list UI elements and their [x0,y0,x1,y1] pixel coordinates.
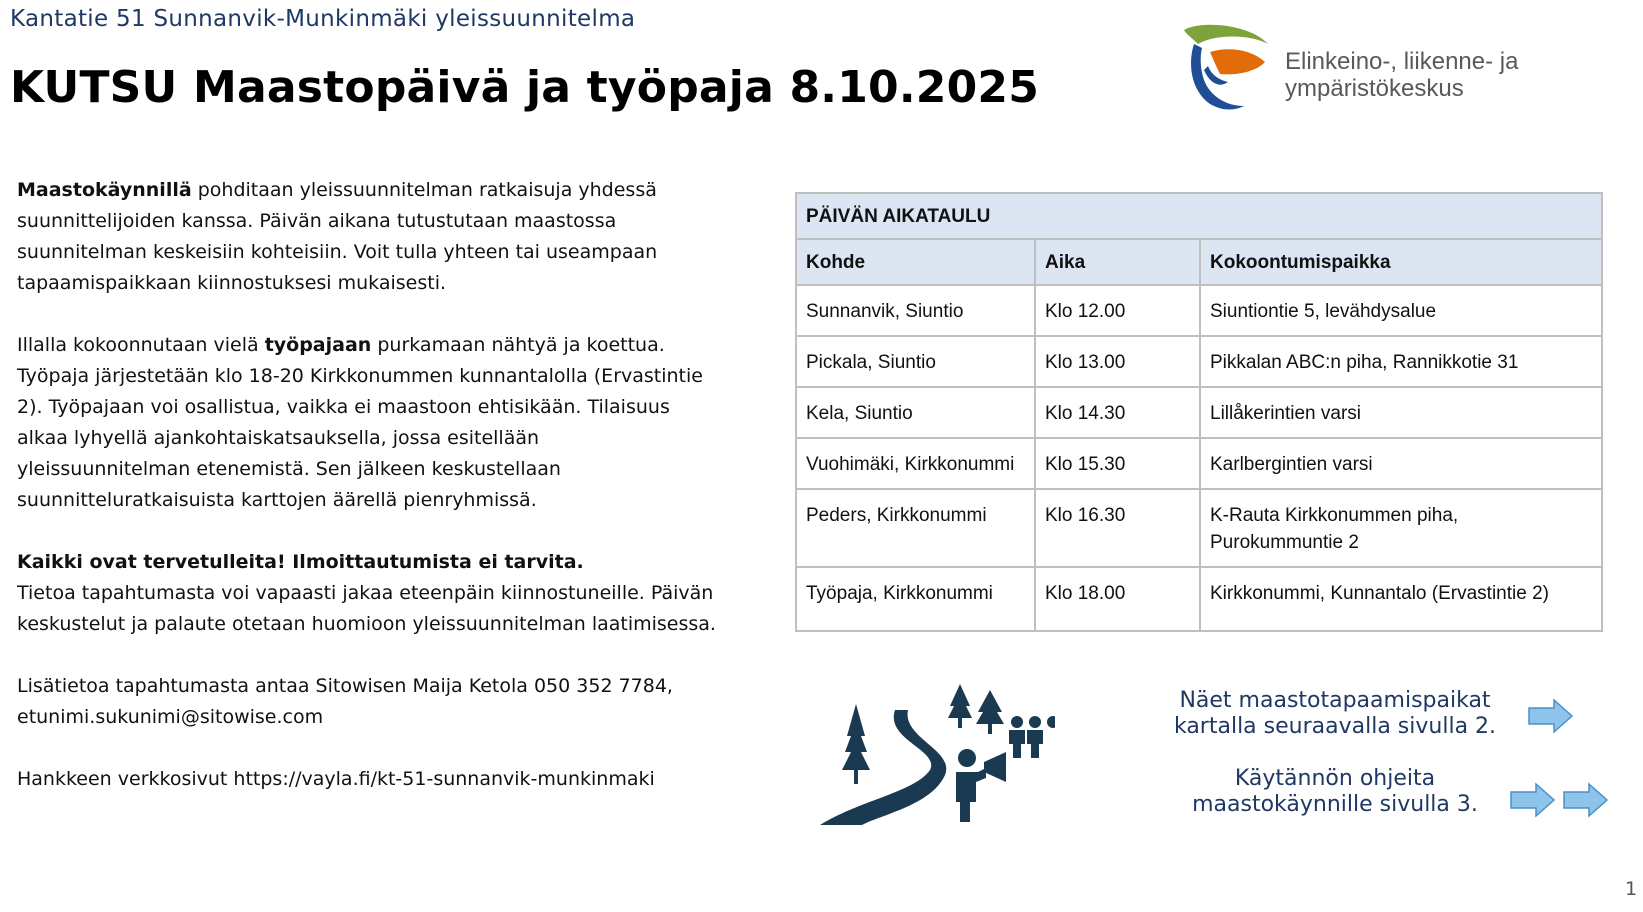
table-row [796,489,1602,567]
cell-paikka: Siuntiontie 5, levähdysalue [1200,285,1602,336]
cell-paikka: Lillåkerintien varsi [1200,387,1602,438]
cell-paikka: Karlbergintien varsi [1200,438,1602,489]
schedule-caption-row [796,193,1602,239]
cell-kohde: Sunnanvik, Siuntio [796,285,1035,336]
page-number: 1 [1625,878,1638,900]
column-header-kokoontumispaikka: Kokoontumispaikka [1200,239,1602,285]
note2-line1: Käytännön ohjeita [1234,766,1436,791]
right-arrow-icon [1563,782,1609,818]
schedule-table [795,192,1603,632]
cell-kohde: Vuohimäki, Kirkkonummi [796,438,1035,489]
cell-paikka: Kirkkonummi, Kunnantalo (Ervastintie 2) [1200,567,1602,631]
note1-line1: Näet maastotapaamispaikat [1179,688,1491,713]
contact-text: Lisätietoa tapahtumasta antaa Sitowisen Maija Ketola 050 352 7784, etunimi.sukunimi@sitowise.com [17,675,673,728]
schedule-caption: PÄIVÄN AIKATAULU [796,193,1602,239]
paragraph-website [17,764,717,795]
welcome-text: Tietoa tapahtumasta voi vapaasti jakaa eteenpäin kiinnostuneille. Päivän keskustelut ja palaute otetaan huomioon yleissuunnitelman laatimisessa. [17,582,716,635]
paragraph-contact [17,671,717,733]
cell-kohde: Kela, Siuntio [796,387,1035,438]
cell-aika: Klo 16.30 [1035,489,1200,567]
website-text: Hankkeen verkkosivut https://vayla.fi/kt-51-sunnanvik-munkinmaki [17,768,655,790]
schedule-header-row [796,239,1602,285]
table-row [796,387,1602,438]
cell-aika: Klo 12.00 [1035,285,1200,336]
paragraph-welcome [17,547,717,640]
cell-paikka: K-Rauta Kirkkonummen piha, Purokummuntie 2 [1200,489,1602,567]
logo-line-1: Elinkeino-, liikenne- ja [1285,48,1519,75]
field-visit-text: pohditaan yleissuunnitelman ratkaisuja yhdessä suunnittelijoiden kanssa. Päivän aikana tutustutaan maastossa suunnitelman keskeisiin kohteisiin. Voit tulla yhteen tai useampaan tapaamispaikkaan kiinnostuksesi mukaisesti. [17,179,658,294]
ely-logo-text [1285,48,1518,102]
note2-line2: maastokäynnille sivulla 3. [1192,792,1478,817]
column-header-aika: Aika [1035,239,1200,285]
cell-aika: Klo 18.00 [1035,567,1200,631]
cell-aika: Klo 13.00 [1035,336,1200,387]
logo-line-2: ympäristökeskus [1285,75,1464,102]
cell-paikka: Pikkalan ABC:n piha, Rannikkotie 31 [1200,336,1602,387]
cell-kohde: Pickala, Siuntio [796,336,1035,387]
right-arrow-icon [1510,782,1556,818]
paragraph-workshop [17,330,717,516]
workshop-bold: työpajaan [264,334,372,356]
table-row [796,438,1602,489]
cell-kohde: Työpaja, Kirkkonummi [796,567,1035,631]
ely-logo [1180,22,1550,117]
map-reference-note [1160,688,1510,740]
note1-line2: kartalla seuraavalla sivulla 2. [1173,714,1497,739]
document-title: KUTSU Maastopäivä ja työpaja 8.10.2025 [10,62,1040,113]
invitation-body [17,175,717,826]
ely-logo-icon [1180,22,1280,117]
cell-aika: Klo 15.30 [1035,438,1200,489]
forest-road-people-megaphone-icon [820,680,1055,825]
workshop-text-a: Illalla kokoonnutaan vielä [17,334,265,356]
instructions-reference-note [1160,766,1510,818]
table-row [796,567,1602,631]
welcome-bold: Kaikki ovat tervetulleita! Ilmoittautumista ei tarvita. [17,551,584,573]
cell-aika: Klo 14.30 [1035,387,1200,438]
document-subtitle: Kantatie 51 Sunnanvik-Munkinmäki yleissuunnitelma [10,6,636,32]
cell-kohde: Peders, Kirkkonummi [796,489,1035,567]
field-visit-bold: Maastokäynnillä [17,179,192,201]
column-header-kohde: Kohde [796,239,1035,285]
table-row [796,285,1602,336]
table-row [796,336,1602,387]
workshop-text-b: purkamaan nähtyä ja koettua. Työpaja järjestetään klo 18-20 Kirkkonummen kunnantalolla (Ervastintie 2). Työpajaan voi osallistua, vaikka ei maastoon ehtisikään. Tilaisuus alkaa lyhyellä ajankohtaiskatsauksella, jossa esitellään yleissuunnitelman etenemistä. Sen jälkeen keskustellaan suunnitteluratkaisuista karttojen äärellä pienryhmissä. [17,334,703,511]
paragraph-field-visit [17,175,717,299]
right-arrow-icon [1528,698,1574,734]
